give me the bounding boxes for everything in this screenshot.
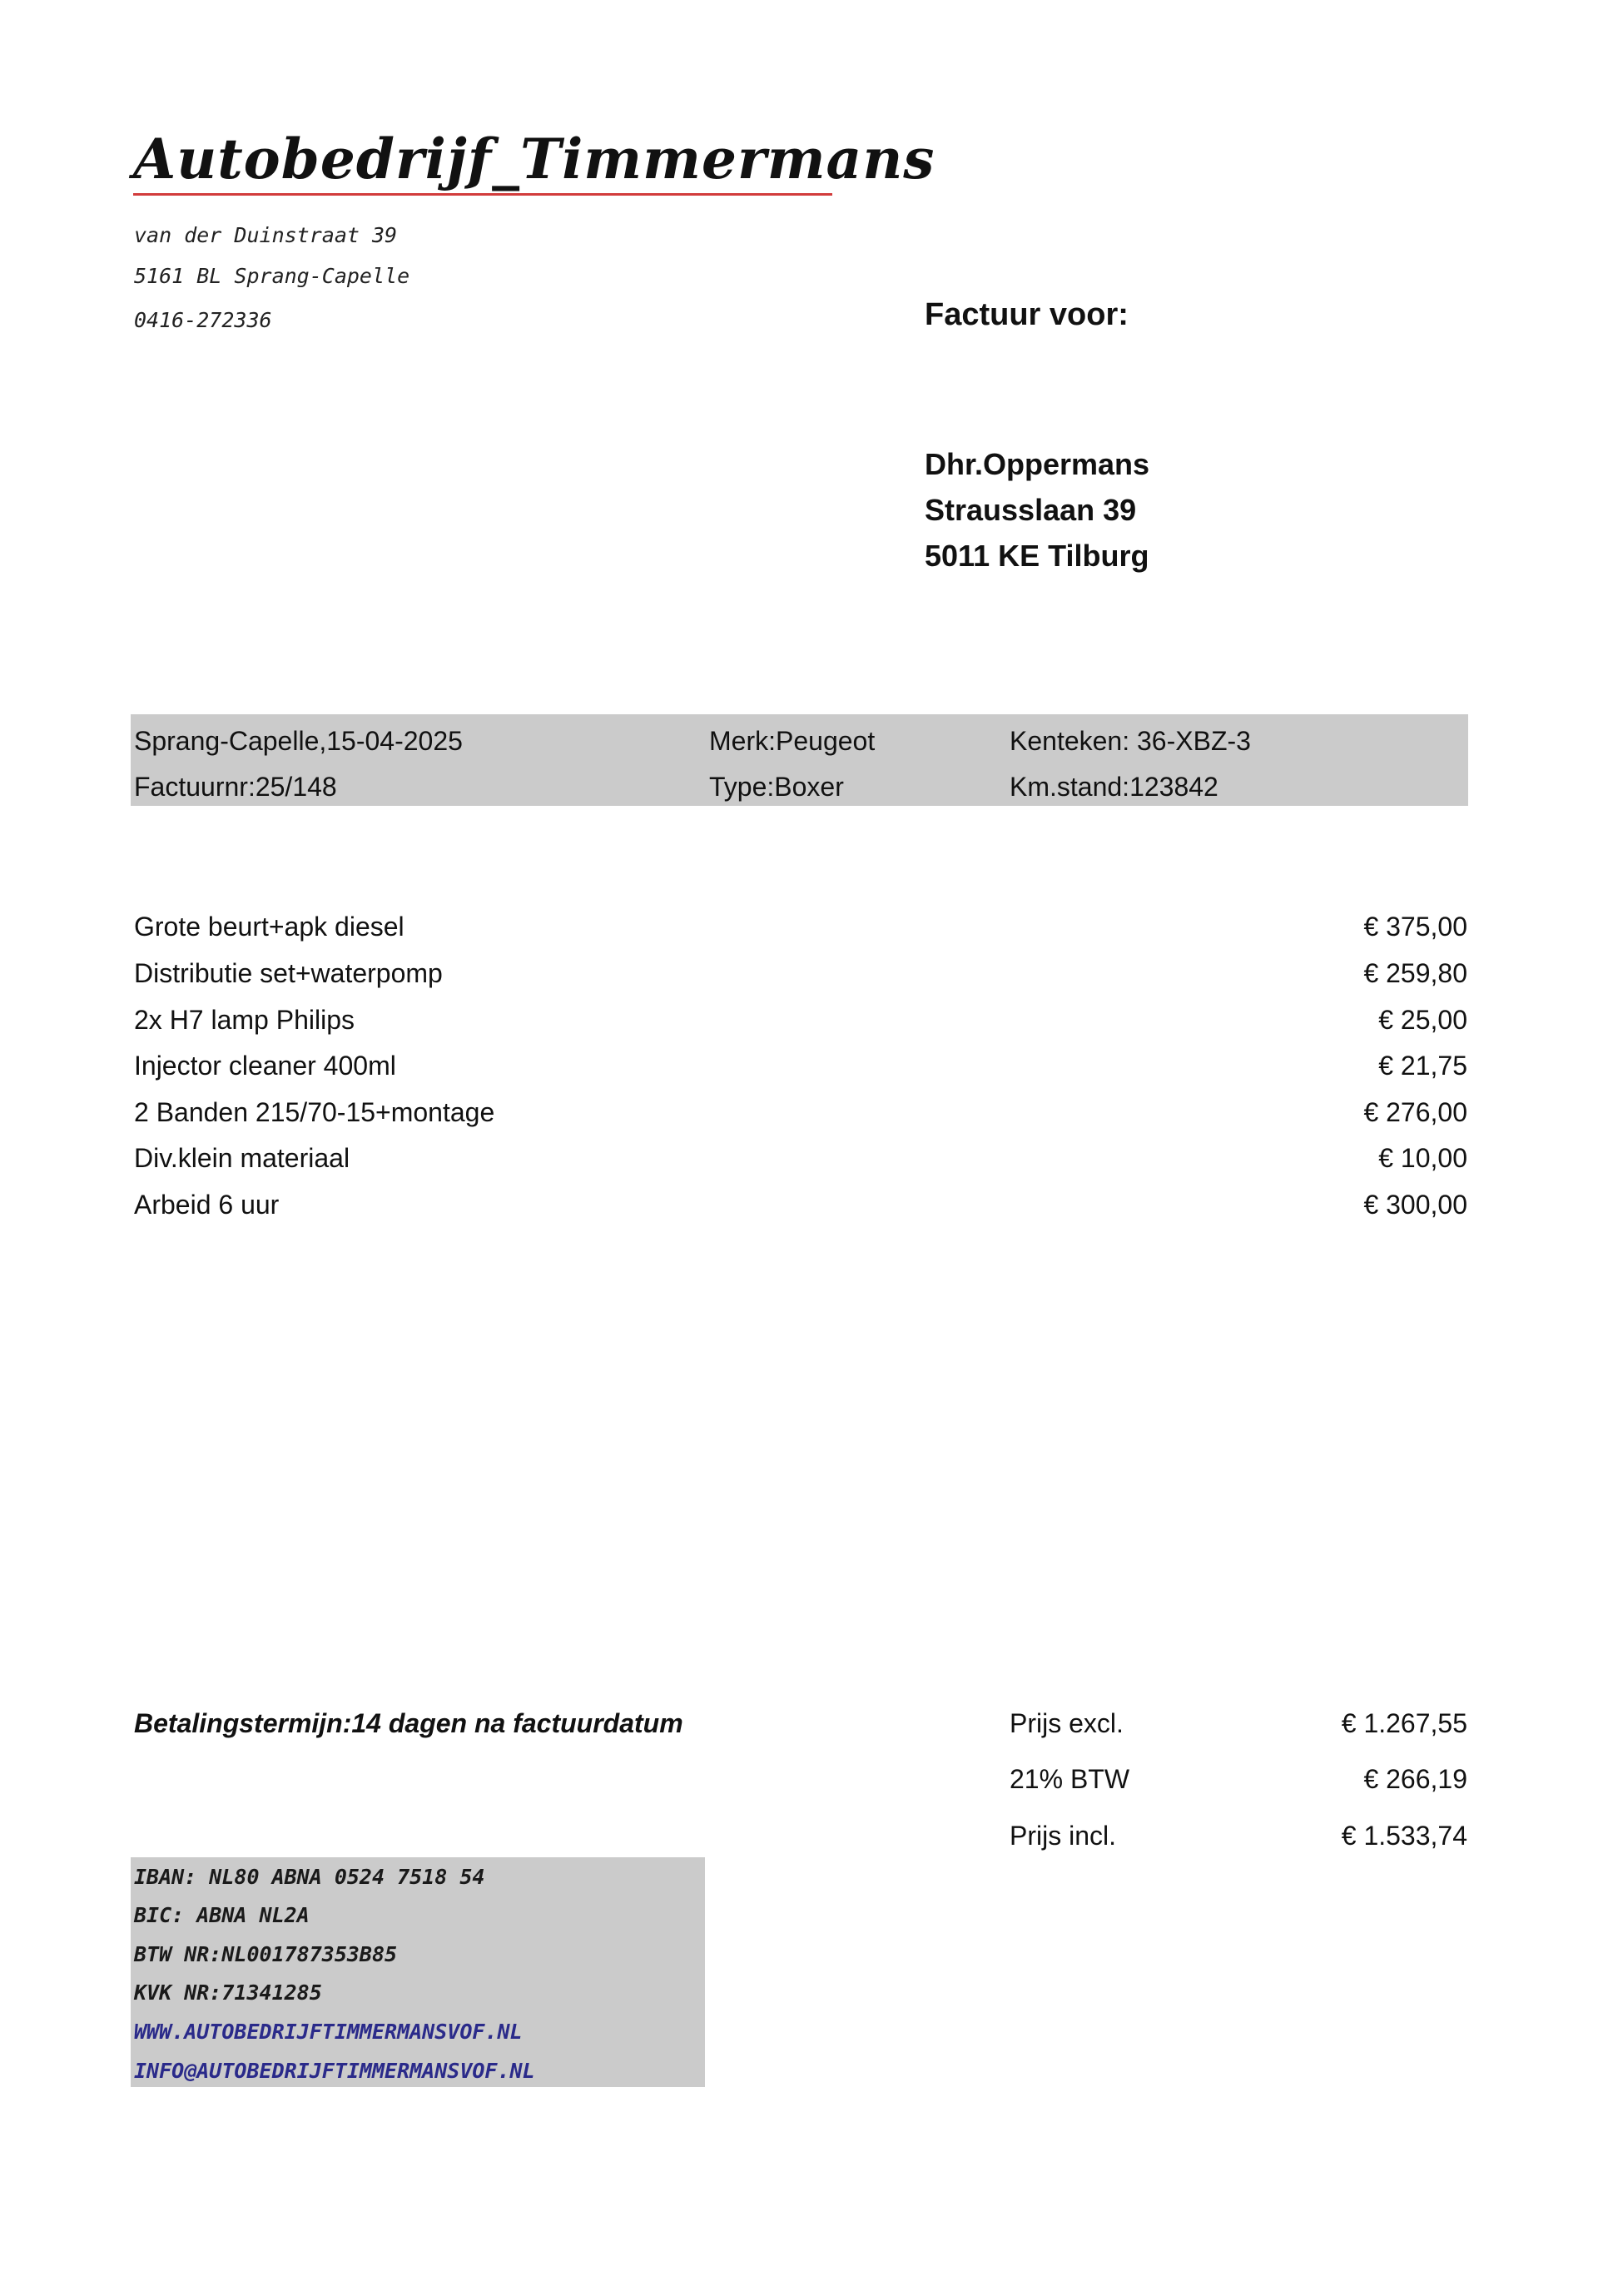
- bank-details-box: [131, 1857, 705, 2087]
- line-item-label: Grote beurt+apk diesel: [134, 912, 404, 942]
- vehicle-brand: Merk:Peugeot: [709, 726, 876, 756]
- vat-label: 21% BTW: [1010, 1764, 1130, 1794]
- company-address-line2: 5161 BL Sprang-Capelle: [134, 264, 410, 288]
- line-item-price: € 25,00: [1378, 1005, 1467, 1035]
- place-date: Sprang-Capelle,15-04-2025: [134, 726, 463, 756]
- line-item-price: € 10,00: [1378, 1143, 1467, 1173]
- total-incl-value: € 1.533,74: [1341, 1821, 1467, 1851]
- line-item-label: Injector cleaner 400ml: [134, 1051, 396, 1081]
- recipient-name: Dhr.Oppermans: [925, 447, 1150, 481]
- total-excl-value: € 1.267,55: [1341, 1708, 1467, 1738]
- line-item-label: Arbeid 6 uur: [134, 1190, 280, 1220]
- line-item-label: Distributie set+waterpomp: [134, 958, 443, 988]
- company-name-underline: [133, 193, 832, 196]
- recipient-street: Strausslaan 39: [925, 493, 1137, 527]
- invoice-number: Factuurnr:25/148: [134, 772, 337, 802]
- company-address-line1: van der Duinstraat 39: [134, 223, 398, 247]
- company-phone: 0416-272336: [134, 308, 272, 332]
- company-name: Autobedrijf_Timmermans: [133, 127, 935, 191]
- license-plate: Kenteken: 36-XBZ-3: [1010, 726, 1251, 756]
- line-item-price: € 375,00: [1363, 912, 1467, 942]
- kvk-number: KVK NR:71341285: [134, 1980, 322, 2005]
- website-link[interactable]: WWW.AUTOBEDRIJFTIMMERMANSVOF.NL: [134, 2020, 523, 2044]
- bank-bic: BIC: ABNA NL2A: [134, 1903, 310, 1927]
- line-item-label: Div.klein materiaal: [134, 1143, 350, 1173]
- bank-iban: IBAN: NL80 ABNA 0524 7518 54: [134, 1865, 485, 1889]
- vehicle-type: Type:Boxer: [709, 772, 844, 802]
- email-link[interactable]: INFO@AUTOBEDRIJFTIMMERMANSVOF.NL: [134, 2059, 535, 2083]
- vat-value: € 266,19: [1363, 1764, 1467, 1794]
- total-excl-label: Prijs excl.: [1010, 1708, 1124, 1738]
- btw-number: BTW NR:NL001787353B85: [134, 1942, 398, 1966]
- line-item-label: 2 Banden 215/70-15+montage: [134, 1097, 495, 1127]
- mileage: Km.stand:123842: [1010, 772, 1218, 802]
- line-item-label: 2x H7 lamp Philips: [134, 1005, 355, 1035]
- line-item-price: € 276,00: [1363, 1097, 1467, 1127]
- invoice-for-heading: Factuur voor:: [925, 297, 1129, 332]
- line-item-price: € 300,00: [1363, 1190, 1467, 1220]
- line-item-price: € 259,80: [1363, 958, 1467, 988]
- total-incl-label: Prijs incl.: [1010, 1821, 1117, 1851]
- payment-terms: Betalingstermijn:14 dagen na factuurdatum: [134, 1708, 683, 1738]
- recipient-city: 5011 KE Tilburg: [925, 539, 1149, 573]
- line-item-price: € 21,75: [1378, 1051, 1467, 1081]
